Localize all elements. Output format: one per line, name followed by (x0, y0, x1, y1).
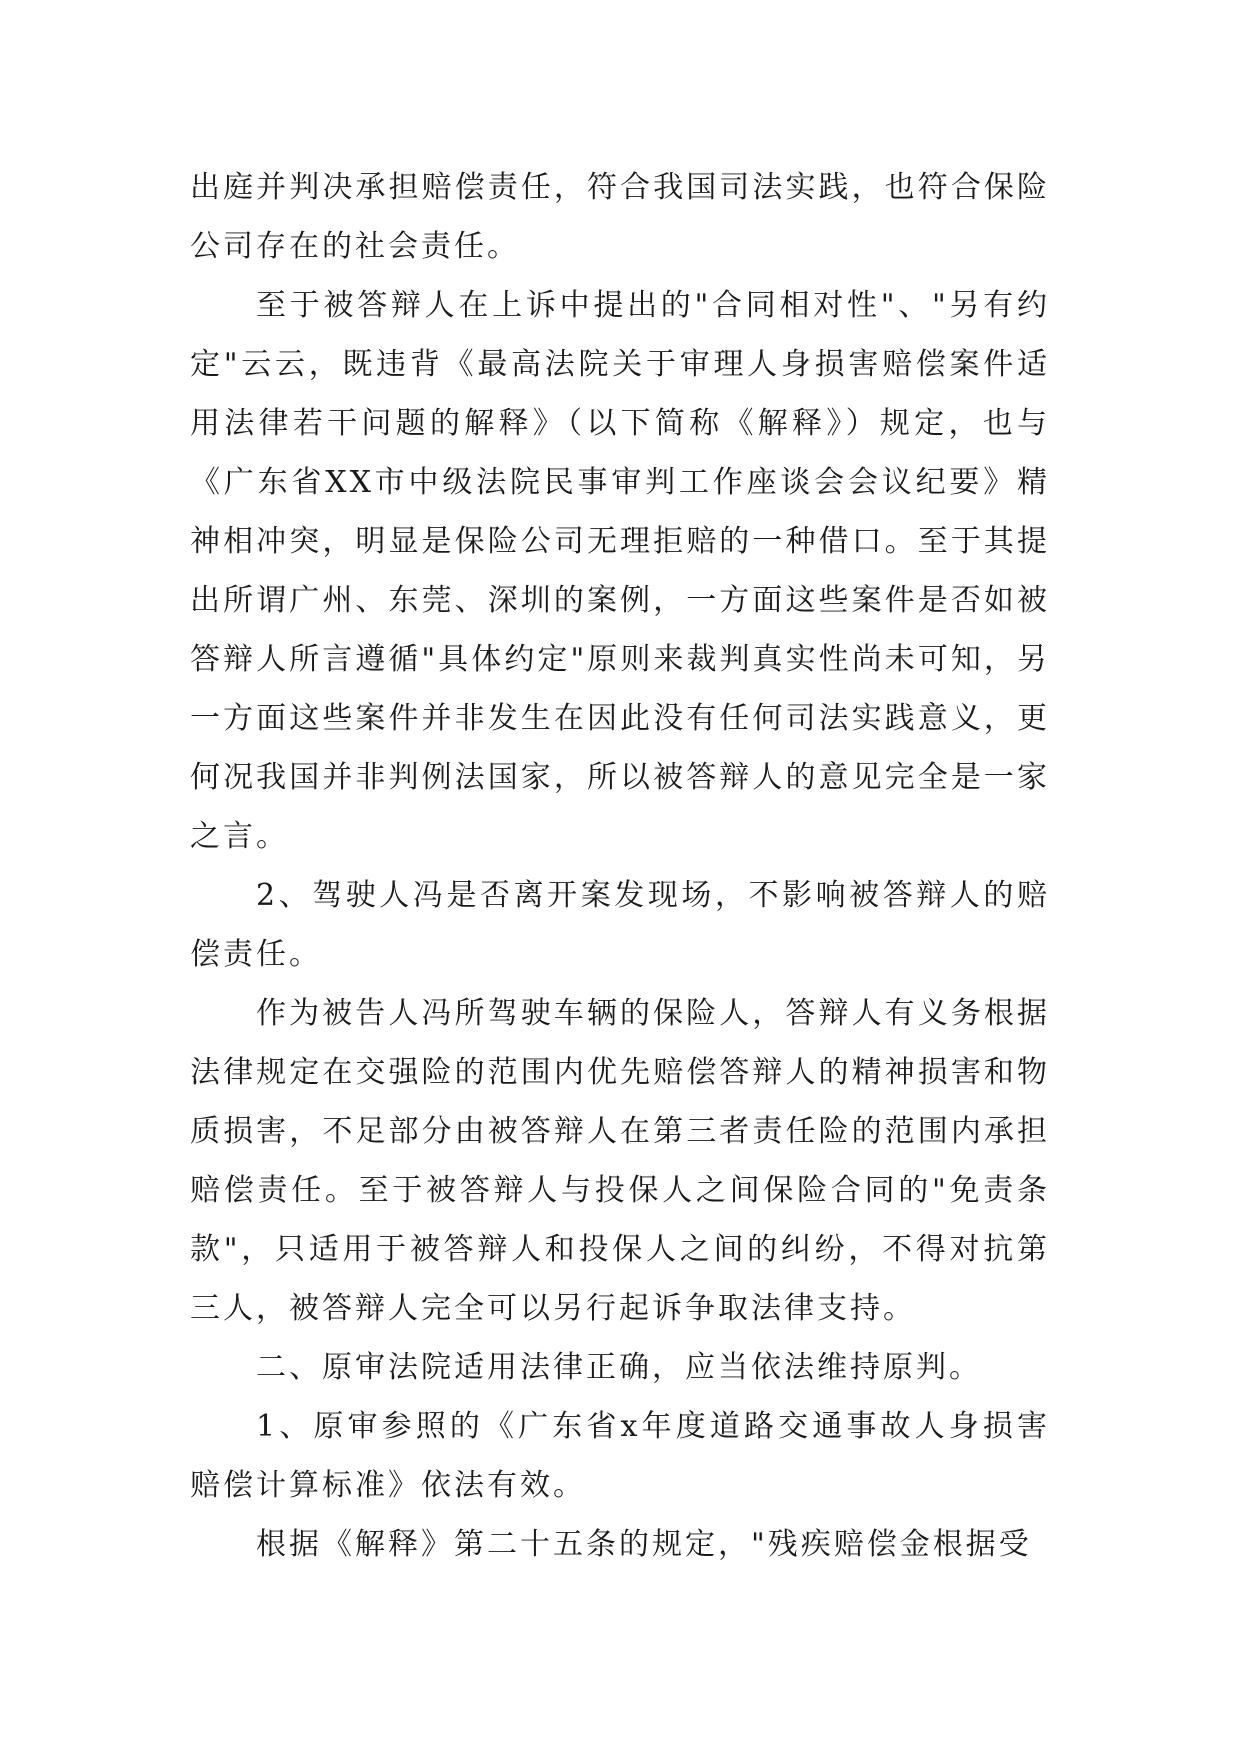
paragraph-1: 出庭并判决承担赔偿责任，符合我国司法实践，也符合保险公司存在的社会责任。 (190, 170, 1050, 264)
paragraph-6: 1、原审参照的《广东省x年度道路交通事故人身损害赔偿计算标准》依法有效。 (190, 1409, 1050, 1503)
paragraph-3: 2、驾驶人冯是否离开案发现场，不影响被答辩人的赔偿责任。 (190, 878, 1050, 972)
document-body (190, 158, 1050, 1574)
paragraph-2: 至于被答辩人在上诉中提出的"合同相对性"、"另有约定"云云，既违背《最高法院关于审理人身损害赔偿案件适用法律若干问题的解释》（以下简称《解释》）规定，也与《广东省XX市中级法院民事审判工作座谈会会议纪要》精神相冲突，明显是保险公司无理拒赔的一种借口。至于其提出所谓广州、东莞、深圳的案例，一方面这些案件是否如被答辩人所言遵循"具体约定"原则来裁判真实性尚未可知，另一方面这些案件并非发生在因此没有任何司法实践意义，更何况我国并非判例法国家，所以被答辩人的意见完全是一家之言。 (190, 288, 1050, 854)
paragraph-5: 二、原审法院适用法律正确，应当依法维持原判。 (256, 1350, 982, 1385)
paragraph-7: 根据《解释》第二十五条的规定，"残疾赔偿金根据受 (256, 1527, 1032, 1562)
paragraph-4: 作为被告人冯所驾驶车辆的保险人，答辩人有义务根据法律规定在交强险的范围内优先赔偿答辩人的精神损害和物质损害，不足部分由被答辩人在第三者责任险的范围内承担赔偿责任。至于被答辩人与投保人之间保险合同的"免责条款"，只适用于被答辩人和投保人之间的纠纷，不得对抗第三人，被答辩人完全可以另行起诉争取法律支持。 (190, 996, 1050, 1326)
